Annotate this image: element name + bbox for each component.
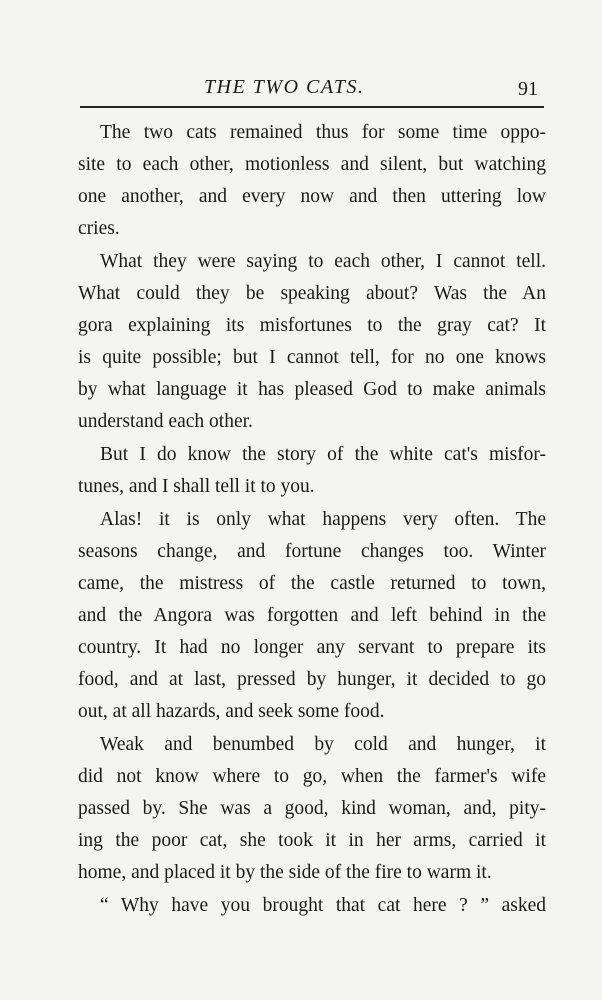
text-line: ing the poor cat, she took it in her arms, carried it: [78, 830, 546, 851]
text-line: understand each other.: [78, 411, 253, 432]
text-line: one another, and every now and then uttering low: [78, 186, 546, 207]
paragraph: [78, 504, 546, 728]
text-line: gora explaining its misfortunes to the gray cat? It: [78, 315, 546, 336]
text-line: and the Angora was forgotten and left behind in the: [78, 605, 546, 626]
running-head: [0, 76, 602, 106]
text-line: out, at all hazards, and seek some food.: [78, 701, 385, 722]
text-line: “ Why have you brought that cat here ? ” asked: [100, 895, 546, 916]
text-line: cries.: [78, 218, 120, 239]
text-line: passed by. She was a good, kind woman, and, pity-: [78, 798, 546, 819]
text-line: came, the mistress of the castle returned to town,: [78, 573, 546, 594]
text-line: did not know where to go, when the farmer's wife: [78, 766, 546, 787]
page-number: 91: [518, 78, 538, 100]
paragraph: [78, 246, 546, 438]
body-text: [78, 117, 546, 923]
text-line: country. It had no longer any servant to prepare its: [78, 637, 546, 658]
paragraph: [78, 729, 546, 889]
paragraph: [78, 439, 546, 503]
text-line: site to each other, motionless and silent, but watching: [78, 154, 546, 175]
text-line: What they were saying to each other, I cannot tell.: [100, 251, 546, 272]
text-line: What could they be speaking about? Was the An: [78, 283, 546, 304]
text-line: tunes, and I shall tell it to you.: [78, 476, 315, 497]
text-line: by what language it has pleased God to make animals: [78, 379, 546, 400]
running-title: THE TWO CATS.: [204, 76, 365, 98]
text-line: But I do know the story of the white cat's misfor-: [100, 444, 546, 465]
text-line: Alas! it is only what happens very often. The: [100, 509, 546, 530]
text-line: food, and at last, pressed by hunger, it decided to go: [78, 669, 546, 690]
paragraph: [78, 117, 546, 245]
text-line: home, and placed it by the side of the fire to warm it.: [78, 862, 492, 883]
text-line: The two cats remained thus for some time oppo-: [100, 122, 546, 143]
text-line: Weak and benumbed by cold and hunger, it: [100, 734, 546, 755]
paragraph: [78, 890, 546, 922]
text-line: seasons change, and fortune changes too. Winter: [78, 541, 546, 562]
text-line: is quite possible; but I cannot tell, for no one knows: [78, 347, 546, 368]
header-rule: [80, 106, 544, 108]
